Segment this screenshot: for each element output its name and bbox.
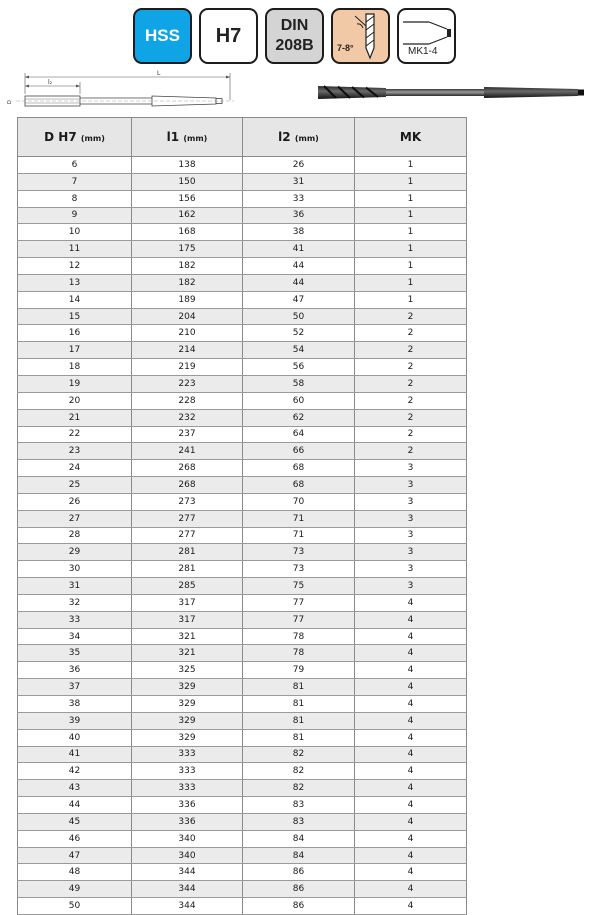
cell-total-length: 214 <box>132 342 243 359</box>
helix-angle-badge <box>331 8 390 64</box>
cell-morse-taper: 3 <box>355 544 467 561</box>
cell-total-length: 182 <box>132 258 243 275</box>
cell-morse-taper: 3 <box>355 561 467 578</box>
helix-angle-label: 7-8° <box>337 43 354 53</box>
din-badge-line1: DIN <box>280 17 309 34</box>
table-row <box>18 578 467 595</box>
cell-total-length: 189 <box>132 291 243 308</box>
cell-morse-taper: 3 <box>355 578 467 595</box>
table-row <box>18 712 467 729</box>
cell-flute-length: 70 <box>243 493 355 510</box>
cell-flute-length: 41 <box>243 241 355 258</box>
cell-morse-taper: 2 <box>355 426 467 443</box>
cell-total-length: 285 <box>132 578 243 595</box>
cell-total-length: 138 <box>132 157 243 174</box>
cell-morse-taper: 4 <box>355 594 467 611</box>
cell-morse-taper: 1 <box>355 173 467 190</box>
tolerance-badge <box>199 8 258 64</box>
table-row <box>18 847 467 864</box>
cell-flute-length: 26 <box>243 157 355 174</box>
cell-morse-taper: 4 <box>355 898 467 915</box>
cell-total-length: 219 <box>132 359 243 376</box>
cell-flute-length: 64 <box>243 426 355 443</box>
table-row <box>18 696 467 713</box>
cell-total-length: 329 <box>132 679 243 696</box>
cell-morse-taper: 3 <box>355 510 467 527</box>
cell-flute-length: 82 <box>243 780 355 797</box>
cell-total-length: 241 <box>132 443 243 460</box>
header-morse-taper <box>355 118 467 157</box>
cell-morse-taper: 1 <box>355 207 467 224</box>
cell-diameter: 41 <box>18 746 132 763</box>
cell-total-length: 281 <box>132 544 243 561</box>
cell-flute-length: 56 <box>243 359 355 376</box>
header-morse-taper-label: MK <box>399 130 422 144</box>
cell-morse-taper: 2 <box>355 409 467 426</box>
cell-morse-taper: 4 <box>355 628 467 645</box>
table-row <box>18 274 467 291</box>
table-row <box>18 830 467 847</box>
cell-diameter: 47 <box>18 847 132 864</box>
table-row <box>18 679 467 696</box>
cell-diameter: 24 <box>18 460 132 477</box>
cell-diameter: 39 <box>18 712 132 729</box>
cell-flute-length: 44 <box>243 258 355 275</box>
cell-flute-length: 38 <box>243 224 355 241</box>
table-row <box>18 594 467 611</box>
cell-morse-taper: 2 <box>355 359 467 376</box>
cell-flute-length: 77 <box>243 611 355 628</box>
cell-diameter: 12 <box>18 258 132 275</box>
table-row <box>18 359 467 376</box>
cell-morse-taper: 4 <box>355 864 467 881</box>
cell-diameter: 28 <box>18 527 132 544</box>
header-flute-length-label: l2 <box>278 130 291 144</box>
table-row <box>18 207 467 224</box>
cell-flute-length: 81 <box>243 696 355 713</box>
cell-total-length: 228 <box>132 392 243 409</box>
table-row <box>18 375 467 392</box>
cell-total-length: 182 <box>132 274 243 291</box>
cell-morse-taper: 2 <box>355 325 467 342</box>
cell-morse-taper: 1 <box>355 241 467 258</box>
cell-diameter: 13 <box>18 274 132 291</box>
cell-diameter: 26 <box>18 493 132 510</box>
cell-diameter: 42 <box>18 763 132 780</box>
cell-morse-taper: 4 <box>355 813 467 830</box>
cell-diameter: 20 <box>18 392 132 409</box>
cell-morse-taper: 1 <box>355 291 467 308</box>
cell-morse-taper: 4 <box>355 662 467 679</box>
table-row <box>18 527 467 544</box>
cell-flute-length: 44 <box>243 274 355 291</box>
cell-diameter: 32 <box>18 594 132 611</box>
cell-diameter: 48 <box>18 864 132 881</box>
cell-morse-taper: 4 <box>355 611 467 628</box>
cell-flute-length: 71 <box>243 510 355 527</box>
cell-total-length: 329 <box>132 729 243 746</box>
cell-flute-length: 66 <box>243 443 355 460</box>
table-row <box>18 611 467 628</box>
cell-flute-length: 83 <box>243 797 355 814</box>
cell-morse-taper: 4 <box>355 830 467 847</box>
cell-morse-taper: 3 <box>355 477 467 494</box>
table-row <box>18 291 467 308</box>
cell-flute-length: 79 <box>243 662 355 679</box>
cell-flute-length: 81 <box>243 712 355 729</box>
table-row <box>18 510 467 527</box>
cell-diameter: 23 <box>18 443 132 460</box>
cell-morse-taper: 3 <box>355 527 467 544</box>
cell-total-length: 333 <box>132 763 243 780</box>
cell-flute-length: 52 <box>243 325 355 342</box>
cell-diameter: 16 <box>18 325 132 342</box>
table-row <box>18 392 467 409</box>
cell-morse-taper: 2 <box>355 392 467 409</box>
cell-total-length: 273 <box>132 493 243 510</box>
cell-morse-taper: 4 <box>355 797 467 814</box>
cell-morse-taper: 3 <box>355 493 467 510</box>
cell-flute-length: 31 <box>243 173 355 190</box>
table-row <box>18 729 467 746</box>
cell-diameter: 10 <box>18 224 132 241</box>
cell-diameter: 18 <box>18 359 132 376</box>
total-length-label: L <box>157 70 161 77</box>
cell-morse-taper: 4 <box>355 712 467 729</box>
cell-total-length: 321 <box>132 645 243 662</box>
cell-morse-taper: 4 <box>355 729 467 746</box>
cell-total-length: 281 <box>132 561 243 578</box>
cell-flute-length: 71 <box>243 527 355 544</box>
table-row <box>18 662 467 679</box>
table-row <box>18 628 467 645</box>
cell-total-length: 321 <box>132 628 243 645</box>
cell-flute-length: 81 <box>243 679 355 696</box>
cell-flute-length: 83 <box>243 813 355 830</box>
reamer-spec-table <box>17 117 467 915</box>
cell-diameter: 25 <box>18 477 132 494</box>
tolerance-badge-label: H7 <box>215 24 242 47</box>
reamer-tip-icon <box>333 10 388 62</box>
cell-total-length: 329 <box>132 712 243 729</box>
header-total-length <box>132 118 243 157</box>
cell-diameter: 33 <box>18 611 132 628</box>
cell-flute-length: 82 <box>243 763 355 780</box>
cell-flute-length: 84 <box>243 847 355 864</box>
cell-flute-length: 33 <box>243 190 355 207</box>
diameter-label: D <box>7 100 13 104</box>
cell-total-length: 336 <box>132 797 243 814</box>
cell-diameter: 22 <box>18 426 132 443</box>
cell-flute-length: 73 <box>243 561 355 578</box>
cell-diameter: 6 <box>18 157 132 174</box>
cell-morse-taper: 2 <box>355 375 467 392</box>
cell-morse-taper: 4 <box>355 696 467 713</box>
hss-badge <box>133 8 192 64</box>
cell-total-length: 344 <box>132 898 243 915</box>
cell-total-length: 277 <box>132 510 243 527</box>
table-row <box>18 308 467 325</box>
cell-total-length: 162 <box>132 207 243 224</box>
table-row <box>18 780 467 797</box>
table-row <box>18 325 467 342</box>
cell-total-length: 232 <box>132 409 243 426</box>
cell-flute-length: 68 <box>243 477 355 494</box>
cell-morse-taper: 4 <box>355 679 467 696</box>
header-diameter-unit: (mm) <box>80 134 105 143</box>
header-flute-length-unit: (mm) <box>294 134 319 143</box>
cell-morse-taper: 1 <box>355 190 467 207</box>
cell-diameter: 7 <box>18 173 132 190</box>
din-badge-line2: 208B <box>275 37 314 54</box>
cell-flute-length: 82 <box>243 746 355 763</box>
cell-diameter: 21 <box>18 409 132 426</box>
cell-flute-length: 58 <box>243 375 355 392</box>
cell-diameter: 44 <box>18 797 132 814</box>
header-total-length-label: l1 <box>166 130 180 144</box>
cell-diameter: 43 <box>18 780 132 797</box>
cell-total-length: 204 <box>132 308 243 325</box>
header-flute-length <box>243 118 355 157</box>
table-row <box>18 409 467 426</box>
cell-total-length: 237 <box>132 426 243 443</box>
taper-shank-badge <box>397 8 456 64</box>
cell-diameter: 38 <box>18 696 132 713</box>
header-diameter-label: D H7 <box>44 130 77 144</box>
cell-flute-length: 68 <box>243 460 355 477</box>
cell-diameter: 29 <box>18 544 132 561</box>
reamer-product-image <box>316 77 586 107</box>
table-row <box>18 157 467 174</box>
cell-morse-taper: 2 <box>355 342 467 359</box>
table-row <box>18 190 467 207</box>
cell-diameter: 19 <box>18 375 132 392</box>
cell-flute-length: 78 <box>243 628 355 645</box>
cell-morse-taper: 4 <box>355 763 467 780</box>
cell-total-length: 340 <box>132 830 243 847</box>
cell-morse-taper: 4 <box>355 780 467 797</box>
table-body <box>18 157 467 915</box>
table-row <box>18 881 467 898</box>
table-row <box>18 813 467 830</box>
cell-total-length: 156 <box>132 190 243 207</box>
cell-diameter: 50 <box>18 898 132 915</box>
table-row <box>18 746 467 763</box>
cell-flute-length: 36 <box>243 207 355 224</box>
cell-diameter: 35 <box>18 645 132 662</box>
din-badge <box>265 8 324 64</box>
cell-flute-length: 78 <box>243 645 355 662</box>
cell-diameter: 40 <box>18 729 132 746</box>
flute-length-label: l₂ <box>48 79 53 86</box>
cell-flute-length: 86 <box>243 881 355 898</box>
cell-diameter: 11 <box>18 241 132 258</box>
cell-flute-length: 77 <box>243 594 355 611</box>
cell-diameter: 37 <box>18 679 132 696</box>
cell-flute-length: 60 <box>243 392 355 409</box>
cell-total-length: 210 <box>132 325 243 342</box>
cell-flute-length: 86 <box>243 864 355 881</box>
table-row <box>18 797 467 814</box>
cell-total-length: 268 <box>132 460 243 477</box>
cell-morse-taper: 2 <box>355 443 467 460</box>
table-row <box>18 460 467 477</box>
cell-total-length: 277 <box>132 527 243 544</box>
cell-total-length: 175 <box>132 241 243 258</box>
cell-flute-length: 81 <box>243 729 355 746</box>
table-row <box>18 864 467 881</box>
cell-total-length: 168 <box>132 224 243 241</box>
cell-total-length: 344 <box>132 864 243 881</box>
cell-morse-taper: 3 <box>355 460 467 477</box>
cell-total-length: 317 <box>132 594 243 611</box>
reamer-technical-drawing <box>2 68 234 116</box>
table-row <box>18 477 467 494</box>
table-row <box>18 443 467 460</box>
cell-diameter: 27 <box>18 510 132 527</box>
cell-total-length: 223 <box>132 375 243 392</box>
taper-label: MK1-4 <box>408 46 438 57</box>
table-row <box>18 224 467 241</box>
cell-flute-length: 75 <box>243 578 355 595</box>
table-row <box>18 241 467 258</box>
cell-flute-length: 84 <box>243 830 355 847</box>
cell-morse-taper: 1 <box>355 258 467 275</box>
cell-flute-length: 54 <box>243 342 355 359</box>
header-diameter <box>18 118 132 157</box>
cell-diameter: 14 <box>18 291 132 308</box>
table-row <box>18 342 467 359</box>
cell-diameter: 36 <box>18 662 132 679</box>
header-total-length-unit: (mm) <box>183 134 208 143</box>
hss-badge-label: HSS <box>145 26 180 45</box>
table-row <box>18 426 467 443</box>
cell-diameter: 8 <box>18 190 132 207</box>
cell-flute-length: 47 <box>243 291 355 308</box>
cell-diameter: 46 <box>18 830 132 847</box>
cell-morse-taper: 4 <box>355 847 467 864</box>
table-row <box>18 561 467 578</box>
cell-total-length: 333 <box>132 746 243 763</box>
cell-flute-length: 62 <box>243 409 355 426</box>
table-row <box>18 645 467 662</box>
cell-total-length: 333 <box>132 780 243 797</box>
cell-diameter: 9 <box>18 207 132 224</box>
cell-diameter: 30 <box>18 561 132 578</box>
cell-total-length: 329 <box>132 696 243 713</box>
cell-morse-taper: 2 <box>355 308 467 325</box>
cell-morse-taper: 4 <box>355 881 467 898</box>
cell-flute-length: 86 <box>243 898 355 915</box>
cell-diameter: 49 <box>18 881 132 898</box>
property-badges <box>133 8 456 64</box>
table-row <box>18 544 467 561</box>
cell-diameter: 45 <box>18 813 132 830</box>
cell-diameter: 31 <box>18 578 132 595</box>
cell-diameter: 34 <box>18 628 132 645</box>
cell-morse-taper: 1 <box>355 224 467 241</box>
cell-total-length: 317 <box>132 611 243 628</box>
cell-total-length: 336 <box>132 813 243 830</box>
table-row <box>18 173 467 190</box>
cell-morse-taper: 4 <box>355 645 467 662</box>
cell-total-length: 150 <box>132 173 243 190</box>
cell-flute-length: 50 <box>243 308 355 325</box>
cell-diameter: 17 <box>18 342 132 359</box>
table-header-row <box>18 118 467 157</box>
cell-total-length: 325 <box>132 662 243 679</box>
cell-total-length: 340 <box>132 847 243 864</box>
cell-diameter: 15 <box>18 308 132 325</box>
table-row <box>18 258 467 275</box>
cell-flute-length: 73 <box>243 544 355 561</box>
cell-morse-taper: 4 <box>355 746 467 763</box>
table-row <box>18 763 467 780</box>
cell-total-length: 268 <box>132 477 243 494</box>
cell-total-length: 344 <box>132 881 243 898</box>
table-row <box>18 493 467 510</box>
cell-morse-taper: 1 <box>355 157 467 174</box>
cell-morse-taper: 1 <box>355 274 467 291</box>
